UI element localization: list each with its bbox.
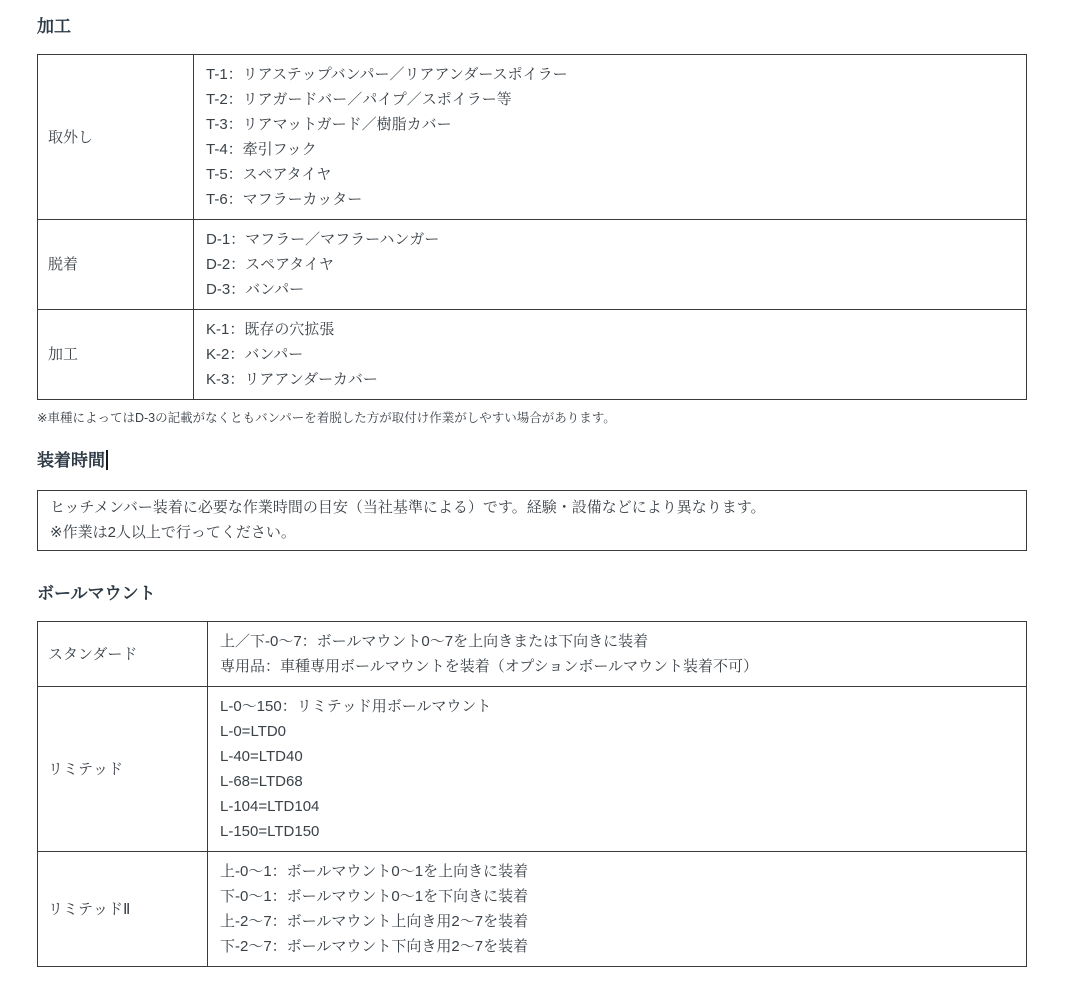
- row-content: [208, 622, 1027, 687]
- row-label: 取外し: [38, 55, 194, 220]
- row-content: [208, 687, 1027, 852]
- content-line: L-68=LTD68: [220, 773, 303, 790]
- section-heading-ballmount: [37, 583, 1027, 605]
- spacer: [37, 551, 1027, 583]
- content-line: D-1：マフラー／マフラーハンガー: [206, 231, 440, 248]
- content-line: K-1：既存の穴拡張: [206, 321, 335, 338]
- row-content: [194, 220, 1027, 310]
- content-line: D-3：バンパー: [206, 281, 305, 298]
- content-line: 下-2～7：ボールマウント下向き用2～7を装着: [220, 938, 529, 955]
- content-line: 上／下-0～7：ボールマウント0～7を上向きまたは下向きに装着: [220, 633, 649, 650]
- content-line: T-3：リアマットガード／樹脂カバー: [206, 116, 452, 133]
- content-line: 上-0～1：ボールマウント0～1を上向きに装着: [220, 863, 529, 880]
- section-heading-ballmount-text: ボールマウント: [37, 584, 156, 603]
- content-line: L-0=LTD0: [220, 723, 287, 740]
- table-row: [38, 687, 1027, 852]
- row-label: 脱着: [38, 220, 194, 310]
- kakou-footnote: ※車種によってはD-3の記載がなくともバンパーを着脱した方が取付け作業がしやすい場合があります。: [37, 411, 616, 425]
- row-label: スタンダード: [38, 622, 208, 687]
- ballmount-table: [37, 621, 1027, 967]
- content-line: L-104=LTD104: [220, 798, 320, 815]
- table-row: [38, 220, 1027, 310]
- content-line: 上-2～7：ボールマウント上向き用2～7を装着: [220, 913, 529, 930]
- row-content: [194, 310, 1027, 400]
- table-row: [38, 852, 1027, 967]
- content-line: 下-0～1：ボールマウント0～1を下向きに装着: [220, 888, 529, 905]
- content-line: T-6：マフラーカッター: [206, 191, 363, 208]
- content-line: L-0～150：リミテッド用ボールマウント: [220, 698, 492, 715]
- content-line: K-3：リアアンダーカバー: [206, 371, 378, 388]
- content-line: 専用品：車種専用ボールマウントを装着（オプションボールマウント装着不可）: [220, 658, 759, 675]
- content-line: D-2：スペアタイヤ: [206, 256, 334, 273]
- souchaku-note-box: [37, 490, 1027, 551]
- content-line: L-40=LTD40: [220, 748, 303, 765]
- section-heading-souchaku[interactable]: [37, 450, 1027, 472]
- spacer: [37, 472, 1027, 490]
- kakou-table: [37, 54, 1027, 400]
- section-heading-souchaku-text[interactable]: 装着時間: [37, 451, 105, 470]
- table-row: [38, 622, 1027, 687]
- spacer: [37, 426, 1027, 450]
- row-content: [208, 852, 1027, 967]
- content-line: K-2：バンパー: [206, 346, 304, 363]
- content-line: T-1：リアステップバンパー／リアアンダースポイラー: [206, 66, 568, 83]
- row-label: リミテッドⅡ: [38, 852, 208, 967]
- table-row: [38, 310, 1027, 400]
- content-line: T-5：スペアタイヤ: [206, 166, 332, 183]
- row-label: 加工: [38, 310, 194, 400]
- note-line: ヒッチメンバー装着に必要な作業時間の目安（当社基準による）です。経験・設備などにより異なります。: [50, 499, 766, 516]
- section-heading-kakou: [37, 16, 1027, 38]
- row-label: リミテッド: [38, 687, 208, 852]
- row-content: [194, 55, 1027, 220]
- text-caret-icon: [106, 450, 108, 470]
- content-line: T-4：牽引フック: [206, 141, 317, 158]
- note-line: ※作業は2人以上で行ってください。: [50, 524, 296, 541]
- content-line: T-2：リアガードバー／パイプ／スポイラー等: [206, 91, 512, 108]
- content-line: L-150=LTD150: [220, 823, 320, 840]
- section-heading-kakou-text: 加工: [37, 17, 71, 36]
- table-row: [38, 55, 1027, 220]
